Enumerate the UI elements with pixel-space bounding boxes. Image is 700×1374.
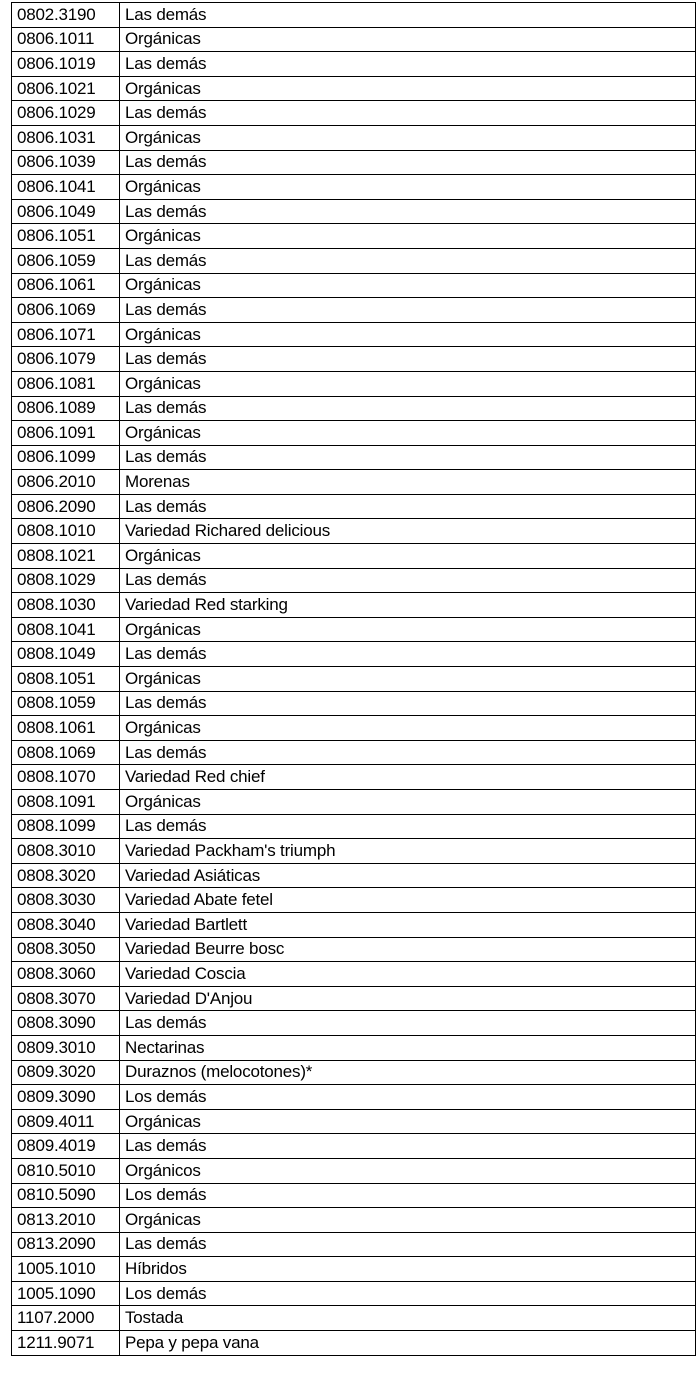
tariff-code-cell: 0808.3090 (12, 1011, 120, 1036)
table-row (12, 494, 696, 519)
tariff-code-cell: 0808.1049 (12, 642, 120, 667)
description-cell: Las demás (120, 568, 696, 593)
tariff-code-cell: 0808.3040 (12, 912, 120, 937)
description-cell: Las demás (120, 298, 696, 323)
tariff-code-cell: 1107.2000 (12, 1306, 120, 1331)
table-row (12, 445, 696, 470)
description-cell: Orgánicas (120, 322, 696, 347)
description-cell: Las demás (120, 199, 696, 224)
tariff-code-cell: 0806.1089 (12, 396, 120, 421)
tariff-code-cell: 0806.1019 (12, 52, 120, 77)
tariff-table (11, 2, 696, 1356)
description-cell: Las demás (120, 494, 696, 519)
description-cell: Orgánicas (120, 175, 696, 200)
description-cell: Las demás (120, 740, 696, 765)
tariff-code-cell: 0809.3020 (12, 1060, 120, 1085)
table-row (12, 248, 696, 273)
description-cell: Los demás (120, 1281, 696, 1306)
table-row (12, 1011, 696, 1036)
description-cell: Las demás (120, 445, 696, 470)
table-row (12, 716, 696, 741)
table-row (12, 912, 696, 937)
tariff-code-cell: 0808.1069 (12, 740, 120, 765)
description-cell: Las demás (120, 347, 696, 372)
table-row (12, 470, 696, 495)
tariff-code-cell: 1005.1010 (12, 1257, 120, 1282)
tariff-code-cell: 0806.1049 (12, 199, 120, 224)
tariff-code-cell: 0808.1030 (12, 593, 120, 618)
tariff-code-cell: 0808.3030 (12, 888, 120, 913)
table-row (12, 371, 696, 396)
table-row (12, 347, 696, 372)
description-cell: Variedad D'Anjou (120, 986, 696, 1011)
table-row (12, 1035, 696, 1060)
tariff-code-cell: 0806.2090 (12, 494, 120, 519)
table-row (12, 1331, 696, 1356)
table-row (12, 568, 696, 593)
tariff-table-body (12, 3, 696, 1356)
description-cell: Las demás (120, 52, 696, 77)
tariff-code-cell: 0809.3010 (12, 1035, 120, 1060)
description-cell: Tostada (120, 1306, 696, 1331)
tariff-code-cell: 0809.3090 (12, 1085, 120, 1110)
tariff-code-cell: 0808.3020 (12, 863, 120, 888)
table-row (12, 544, 696, 569)
description-cell: Variedad Bartlett (120, 912, 696, 937)
description-cell: Las demás (120, 1011, 696, 1036)
tariff-code-cell: 0808.1010 (12, 519, 120, 544)
table-row (12, 27, 696, 52)
table-row (12, 1306, 696, 1331)
tariff-code-cell: 0806.1031 (12, 125, 120, 150)
table-row (12, 1232, 696, 1257)
description-cell: Los demás (120, 1085, 696, 1110)
description-cell: Las demás (120, 1134, 696, 1159)
description-cell: Las demás (120, 101, 696, 126)
table-row (12, 175, 696, 200)
table-row (12, 1281, 696, 1306)
description-cell: Orgánicas (120, 790, 696, 815)
description-cell: Variedad Red starking (120, 593, 696, 618)
tariff-code-cell: 0813.2010 (12, 1208, 120, 1233)
table-row (12, 52, 696, 77)
description-cell: Orgánicas (120, 617, 696, 642)
tariff-code-cell: 0806.1039 (12, 150, 120, 175)
description-cell: Pepa y pepa vana (120, 1331, 696, 1356)
tariff-code-cell: 0806.1059 (12, 248, 120, 273)
tariff-code-cell: 0808.1029 (12, 568, 120, 593)
tariff-code-cell: 0806.1011 (12, 27, 120, 52)
table-row (12, 298, 696, 323)
description-cell: Orgánicas (120, 716, 696, 741)
tariff-code-cell: 0806.1071 (12, 322, 120, 347)
description-cell: Orgánicas (120, 667, 696, 692)
table-row (12, 1109, 696, 1134)
description-cell: Variedad Packham's triumph (120, 839, 696, 864)
table-row (12, 1158, 696, 1183)
table-row (12, 519, 696, 544)
tariff-code-cell: 0806.1061 (12, 273, 120, 298)
tariff-code-cell: 0806.1091 (12, 421, 120, 446)
tariff-code-cell: 0808.1091 (12, 790, 120, 815)
description-cell: Las demás (120, 248, 696, 273)
description-cell: Las demás (120, 150, 696, 175)
description-cell: Orgánicas (120, 421, 696, 446)
tariff-code-cell: 0808.1059 (12, 691, 120, 716)
table-row (12, 322, 696, 347)
table-row (12, 1257, 696, 1282)
tariff-code-cell: 0806.1051 (12, 224, 120, 249)
tariff-code-cell: 0810.5090 (12, 1183, 120, 1208)
table-row (12, 642, 696, 667)
description-cell: Las demás (120, 3, 696, 28)
table-row (12, 814, 696, 839)
table-row (12, 101, 696, 126)
description-cell: Orgánicas (120, 1109, 696, 1134)
table-row (12, 765, 696, 790)
description-cell: Orgánicas (120, 1208, 696, 1233)
table-row (12, 1183, 696, 1208)
table-row (12, 199, 696, 224)
description-cell: Variedad Asiáticas (120, 863, 696, 888)
description-cell: Los demás (120, 1183, 696, 1208)
tariff-code-cell: 0802.3190 (12, 3, 120, 28)
description-cell: Orgánicas (120, 27, 696, 52)
table-row (12, 125, 696, 150)
description-cell: Orgánicas (120, 273, 696, 298)
table-row (12, 1134, 696, 1159)
table-row (12, 150, 696, 175)
description-cell: Las demás (120, 396, 696, 421)
tariff-code-cell: 0808.3010 (12, 839, 120, 864)
table-row (12, 667, 696, 692)
table-row (12, 863, 696, 888)
description-cell: Duraznos (melocotones)* (120, 1060, 696, 1085)
description-cell: Orgánicas (120, 544, 696, 569)
tariff-code-cell: 0806.1041 (12, 175, 120, 200)
table-row (12, 962, 696, 987)
description-cell: Las demás (120, 642, 696, 667)
table-row (12, 1085, 696, 1110)
description-cell: Variedad Abate fetel (120, 888, 696, 913)
tariff-code-cell: 0806.1029 (12, 101, 120, 126)
tariff-code-cell: 0806.1099 (12, 445, 120, 470)
table-row (12, 273, 696, 298)
table-row (12, 691, 696, 716)
table-row (12, 937, 696, 962)
tariff-code-cell: 0809.4019 (12, 1134, 120, 1159)
description-cell: Las demás (120, 691, 696, 716)
tariff-code-cell: 0813.2090 (12, 1232, 120, 1257)
table-row (12, 888, 696, 913)
tariff-code-cell: 0808.1070 (12, 765, 120, 790)
table-row (12, 740, 696, 765)
description-cell: Orgánicas (120, 224, 696, 249)
tariff-code-cell: 0808.3060 (12, 962, 120, 987)
tariff-code-cell: 0806.1079 (12, 347, 120, 372)
tariff-code-cell: 0808.1051 (12, 667, 120, 692)
table-row (12, 1208, 696, 1233)
description-cell: Variedad Richared delicious (120, 519, 696, 544)
table-row (12, 617, 696, 642)
description-cell: Orgánicas (120, 125, 696, 150)
table-row (12, 421, 696, 446)
description-cell: Variedad Red chief (120, 765, 696, 790)
tariff-code-cell: 0806.1021 (12, 76, 120, 101)
tariff-code-cell: 0806.1081 (12, 371, 120, 396)
table-row (12, 593, 696, 618)
table-row (12, 3, 696, 28)
description-cell: Las demás (120, 814, 696, 839)
description-cell: Variedad Beurre bosc (120, 937, 696, 962)
tariff-code-cell: 0808.1061 (12, 716, 120, 741)
description-cell: Morenas (120, 470, 696, 495)
tariff-code-cell: 0806.2010 (12, 470, 120, 495)
table-row (12, 1060, 696, 1085)
tariff-code-cell: 0808.1099 (12, 814, 120, 839)
description-cell: Orgánicas (120, 371, 696, 396)
tariff-code-cell: 1211.9071 (12, 1331, 120, 1356)
tariff-code-cell: 0808.3070 (12, 986, 120, 1011)
tariff-code-cell: 1005.1090 (12, 1281, 120, 1306)
table-row (12, 224, 696, 249)
tariff-code-cell: 0806.1069 (12, 298, 120, 323)
table-row (12, 986, 696, 1011)
description-cell: Variedad Coscia (120, 962, 696, 987)
table-row (12, 76, 696, 101)
description-cell: Nectarinas (120, 1035, 696, 1060)
table-row (12, 396, 696, 421)
description-cell: Las demás (120, 1232, 696, 1257)
tariff-code-cell: 0809.4011 (12, 1109, 120, 1134)
table-row (12, 790, 696, 815)
tariff-code-cell: 0810.5010 (12, 1158, 120, 1183)
tariff-code-cell: 0808.1021 (12, 544, 120, 569)
tariff-code-cell: 0808.3050 (12, 937, 120, 962)
description-cell: Híbridos (120, 1257, 696, 1282)
table-row (12, 839, 696, 864)
description-cell: Orgánicas (120, 76, 696, 101)
description-cell: Orgánicos (120, 1158, 696, 1183)
tariff-code-cell: 0808.1041 (12, 617, 120, 642)
